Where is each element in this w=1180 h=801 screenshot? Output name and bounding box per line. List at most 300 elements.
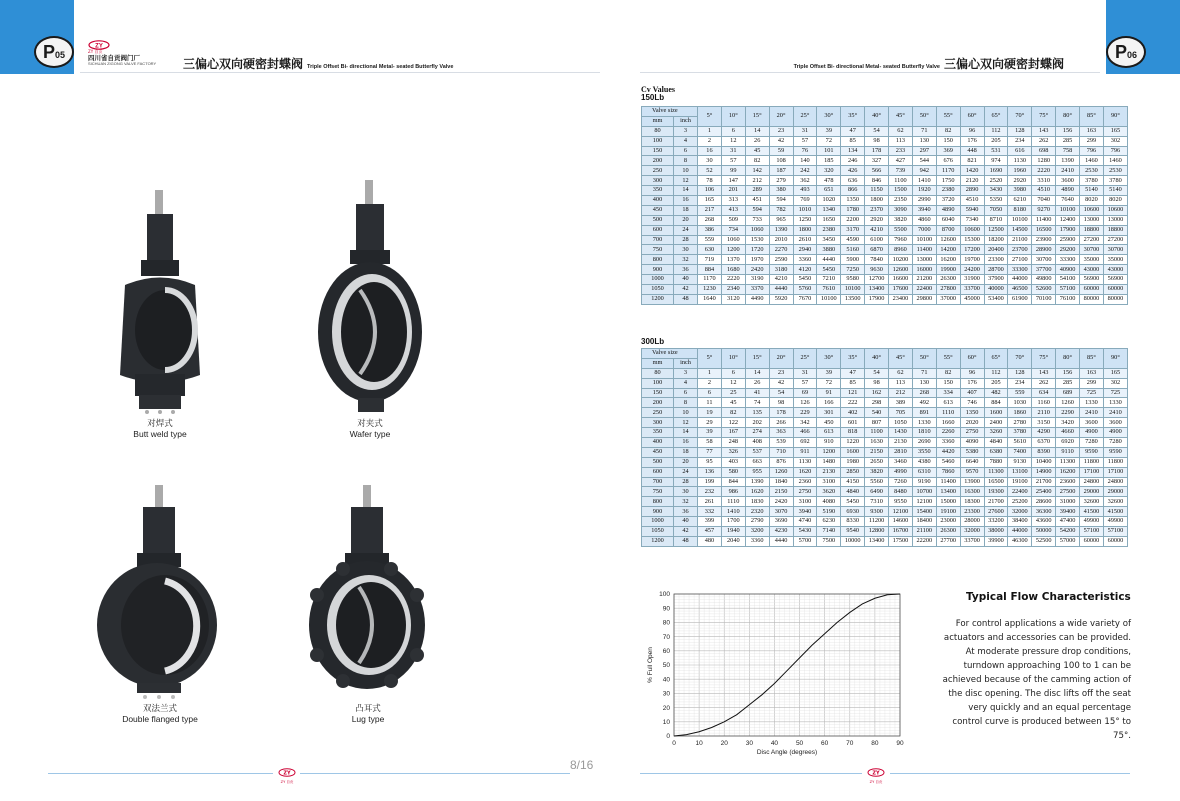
cv-value-cell: 2520 [984,176,1008,186]
cv-value-cell: 7610 [817,285,841,295]
size-inch-cell: 30 [674,487,698,497]
cv-value-cell: 3360 [936,438,960,448]
angle-header: 90° [1103,349,1127,369]
cv-value-cell: 6640 [960,457,984,467]
x-tick-label: 0 [672,740,676,747]
cv-value-cell: 3360 [793,255,817,265]
cv-value-cell: 32000 [1008,507,1032,517]
cv-value-cell: 327 [865,156,889,166]
cv-value-cell: 76 [793,146,817,156]
size-inch-cell: 3 [674,368,698,378]
cv-value-cell: 135 [745,408,769,418]
cv-value-cell: 636 [841,176,865,186]
table-row [642,294,1128,304]
x-tick-label: 80 [871,740,879,747]
size-mm-cell: 600 [642,225,674,235]
cv-value-cell: 4740 [793,517,817,527]
cv-value-cell: 71 [912,368,936,378]
cv-value-cell: 2130 [889,438,913,448]
cv-value-cell: 56900 [1080,275,1104,285]
cv-value-cell: 128 [1008,126,1032,136]
cv-value-cell: 478 [817,176,841,186]
right-page-title [790,53,1064,72]
cv-value-cell: 818 [841,428,865,438]
mm-header: mm [642,116,674,126]
cv-value-cell: 113 [889,378,913,388]
title-en: Triple Offset Bi- directional Metal- seated Butterfly Valve [793,64,940,70]
cv-value-cell: 60000 [1103,285,1127,295]
cv-value-cell: 544 [912,156,936,166]
cv-value-cell: 106 [698,186,722,196]
cv-value-cell: 69 [793,388,817,398]
cv-value-cell: 299 [1080,378,1104,388]
size-inch-cell: 12 [674,418,698,428]
cv-value-cell: 3170 [841,225,865,235]
cv-value-cell: 11300 [1056,457,1080,467]
cv-value-cell: 8020 [1080,196,1104,206]
cv-value-cell: 22400 [912,285,936,295]
cv-value-cell: 33300 [1008,265,1032,275]
cv-value-cell: 2350 [889,196,913,206]
cv-value-cell: 7210 [817,275,841,285]
cv-value-cell: 911 [793,447,817,457]
cv-value-cell: 7140 [817,527,841,537]
cv-value-cell: 1350 [841,196,865,206]
angle-header: 50° [912,107,936,127]
cv-value-cell: 3120 [721,294,745,304]
cv-value-cell: 262 [1032,136,1056,146]
cv-value-cell: 29800 [912,294,936,304]
cv-value-cell: 5350 [984,196,1008,206]
cv-value-cell: 45 [745,146,769,156]
cv-value-cell: 1030 [1008,398,1032,408]
table-row [642,447,1128,457]
cv-value-cell: 32000 [960,527,984,537]
cv-value-cell: 1800 [865,196,889,206]
cv-value-cell: 23300 [960,507,984,517]
cv-value-cell: 9540 [841,527,865,537]
cv-value-cell: 13400 [936,487,960,497]
cv-title: Cv Values [641,85,676,94]
size-mm-cell: 400 [642,438,674,448]
cv-value-cell: 1230 [698,285,722,295]
cv-value-cell: 1060 [721,235,745,245]
cv-value-cell: 98 [865,378,889,388]
size-inch-cell: 36 [674,265,698,275]
y-tick-label: 50 [662,662,670,670]
cv-value-cell: 18200 [984,235,1008,245]
cv-value-cell: 12600 [936,235,960,245]
size-inch-cell: 36 [674,507,698,517]
size-inch-cell: 12 [674,176,698,186]
cv-value-cell: 8960 [889,245,913,255]
table-row [642,235,1128,245]
cv-value-cell: 40900 [1056,265,1080,275]
cv-value-cell: 4840 [984,438,1008,448]
size-mm-cell: 600 [642,467,674,477]
cv-value-cell: 16200 [1056,467,1080,477]
angle-header: 30° [817,349,841,369]
x-tick-label: 70 [846,740,854,747]
cv-value-cell: 1940 [721,527,745,537]
cv-value-cell: 285 [1056,378,1080,388]
valve-caption-cn: 双法兰式 [142,704,177,714]
cv-value-cell: 31000 [1056,497,1080,507]
cv-value-cell: 21700 [984,497,1008,507]
cv-value-cell: 31 [793,368,817,378]
cv-value-cell: 25200 [1008,497,1032,507]
cv-value-cell: 2810 [889,447,913,457]
cv-value-cell: 9130 [1008,457,1032,467]
cv-value-cell: 1720 [745,245,769,255]
table-row [642,398,1128,408]
size-mm-cell: 700 [642,477,674,487]
footer-logo-caption: ZY 自贡 [869,780,883,784]
cv-value-cell: 403 [721,457,745,467]
cv-value-cell: 46500 [1008,285,1032,295]
table-row [642,408,1128,418]
cv-value-cell: 18400 [912,517,936,527]
cv-value-cell: 242 [793,166,817,176]
angle-header: 35° [841,107,865,127]
cv-value-cell: 165 [1103,368,1127,378]
cv-value-cell: 54100 [1056,275,1080,285]
cv-value-cell: 2590 [769,255,793,265]
cv-value-cell: 1620 [745,487,769,497]
cv-value-cell: 1390 [769,225,793,235]
angle-header: 85° [1080,107,1104,127]
angle-header: 60° [960,107,984,127]
cv-value-cell: 72 [817,378,841,388]
cv-value-cell: 29200 [1056,245,1080,255]
cv-value-cell: 39 [817,368,841,378]
cv-value-cell: 19100 [1008,477,1032,487]
cv-value-cell: 61900 [1008,294,1032,304]
right-page-letter: P [1114,41,1127,62]
cv-value-cell: 1650 [817,215,841,225]
cv-value-cell: 14200 [936,245,960,255]
cv-value-cell: 1980 [841,457,865,467]
cv-value-cell: 47400 [1056,517,1080,527]
cv-value-cell: 38000 [984,527,1008,537]
x-tick-label: 60 [821,740,829,747]
size-inch-cell: 10 [674,408,698,418]
cv-value-cell: 613 [936,398,960,408]
cv-value-cell: 2010 [769,235,793,245]
cv-value-cell: 2220 [721,275,745,285]
cv-value-cell: 74 [745,398,769,408]
cv-value-cell: 1260 [769,467,793,477]
cv-value-cell: 23400 [889,294,913,304]
cv-value-cell: 279 [769,176,793,186]
cv-value-cell: 1600 [984,408,1008,418]
cv-value-cell: 758 [1056,146,1080,156]
cv-value-cell: 60000 [1103,536,1127,546]
cv-value-cell: 630 [698,245,722,255]
cv-value-cell: 57 [721,156,745,166]
cv-value-cell: 6 [698,388,722,398]
angle-header: 35° [841,349,865,369]
cv-value-cell: 3780 [1008,428,1032,438]
cv-value-cell: 2120 [960,176,984,186]
cv-value-cell: 49900 [1080,517,1104,527]
cv-value-cell: 3430 [984,186,1008,196]
cv-value-cell: 52500 [1032,536,1056,546]
size-mm-cell: 300 [642,418,674,428]
cv-value-cell: 739 [889,166,913,176]
cv-value-cell: 796 [1103,146,1127,156]
cv-value-cell: 143 [1032,126,1056,136]
cv-value-cell: 268 [698,215,722,225]
angle-header: 25° [793,107,817,127]
cv-value-cell: 4420 [936,447,960,457]
cv-value-cell: 2920 [865,215,889,225]
table-row [642,497,1128,507]
cv-value-cell: 130 [912,378,936,388]
cv-value-cell: 559 [1008,388,1032,398]
cv-value-cell: 85 [841,378,865,388]
table-row [642,368,1128,378]
size-inch-cell: 16 [674,438,698,448]
y-tick-label: 70 [662,633,670,641]
size-mm-cell: 80 [642,126,674,136]
cv-value-cell: 5430 [793,527,817,537]
cv-value-cell: 10600 [1103,205,1127,215]
cv-value-cell: 1840 [769,477,793,487]
cv-value-cell: 676 [936,156,960,166]
cv-value-cell: 26300 [936,275,960,285]
cv-value-cell: 1220 [841,438,865,448]
angle-header: 45° [889,349,913,369]
cv-value-cell: 4510 [1032,186,1056,196]
cv-value-cell: 57 [793,378,817,388]
cv-value-cell: 1420 [960,166,984,176]
cv-value-cell: 448 [960,146,984,156]
valve-caption-en: Wafer type [349,429,391,439]
cv-value-cell: 165 [1103,126,1127,136]
table-row [642,507,1128,517]
valve-caption-cn: 对焊式 [147,419,173,429]
cv-value-cell: 7000 [912,225,936,235]
table-row [642,467,1128,477]
cv-value-cell: 2 [698,378,722,388]
cv-value-cell: 5610 [1008,438,1032,448]
cv-value-cell: 15400 [912,507,936,517]
cv-value-cell: 1920 [912,186,936,196]
cv-value-cell: 10700 [912,487,936,497]
inch-header: inch [674,116,698,126]
cv-value-cell: 11800 [1103,457,1127,467]
cv-value-cell: 7400 [1008,447,1032,457]
cv-value-cell: 559 [698,235,722,245]
cv-value-cell: 4210 [865,225,889,235]
cv-value-cell: 4590 [841,235,865,245]
cv-class-300: 300Lb [641,337,665,346]
size-inch-cell: 18 [674,205,698,215]
company-name-cn: 四川省自贡阀门厂 [88,54,140,62]
cv-value-cell: 41 [745,388,769,398]
cv-value-cell: 10400 [1032,457,1056,467]
cv-value-cell: 4230 [769,527,793,537]
x-tick-label: 90 [896,740,904,747]
cv-value-cell: 163 [1080,126,1104,136]
cv-value-cell: 3550 [912,447,936,457]
cv-value-cell: 37000 [936,294,960,304]
table-row [642,166,1128,176]
cv-value-cell: 212 [745,176,769,186]
cv-value-cell: 96 [960,126,984,136]
size-mm-cell: 150 [642,388,674,398]
cv-value-cell: 13000 [1103,215,1127,225]
cv-value-cell: 6230 [817,517,841,527]
cv-value-cell: 18300 [960,497,984,507]
cv-value-cell: 82 [721,408,745,418]
cv-value-cell: 719 [698,255,722,265]
cv-value-cell: 5160 [841,245,865,255]
cv-value-cell: 77 [698,447,722,457]
cv-value-cell: 11400 [936,477,960,487]
cv-value-cell: 54 [769,388,793,398]
cv-value-cell: 72 [817,136,841,146]
cv-value-cell: 1280 [1032,156,1056,166]
y-tick-label: 20 [662,704,670,712]
angle-header: 70° [1008,349,1032,369]
valve-size-header: Valve size [642,349,698,359]
angle-header: 90° [1103,107,1127,127]
cv-value-cell: 31900 [960,275,984,285]
cv-value-cell: 2610 [793,235,817,245]
y-tick-label: 40 [662,676,670,684]
size-mm-cell: 500 [642,215,674,225]
cv-value-cell: 246 [841,156,865,166]
cv-value-cell: 9590 [1103,447,1127,457]
cv-value-cell: 44000 [1008,275,1032,285]
cv-value-cell: 480 [698,536,722,546]
cv-value-cell: 3460 [889,457,913,467]
cv-value-cell: 6370 [1032,438,1056,448]
angle-header: 80° [1056,349,1080,369]
cv-value-cell: 5500 [889,225,913,235]
size-mm-cell: 200 [642,156,674,166]
cv-value-cell: 3600 [1080,418,1104,428]
size-mm-cell: 1050 [642,285,674,295]
table-row [642,156,1128,166]
cv-value-cell: 17100 [1103,467,1127,477]
cv-value-cell: 178 [769,408,793,418]
cv-value-cell: 342 [793,418,817,428]
cv-value-cell: 6870 [865,245,889,255]
angle-header: 40° [865,349,889,369]
right-page-number: 06 [1127,50,1138,60]
cv-value-cell: 1100 [865,428,889,438]
cv-value-cell: 1100 [889,176,913,186]
cv-value-cell: 2690 [912,438,936,448]
x-axis-label: Disc Angle (degrees) [756,749,818,756]
cv-value-cell: 14 [745,368,769,378]
cv-value-cell: 3070 [769,507,793,517]
angle-header: 5° [698,107,722,127]
size-mm-cell: 750 [642,487,674,497]
cv-value-cell: 54 [865,126,889,136]
cv-value-cell: 82 [936,368,960,378]
cv-value-cell: 537 [745,447,769,457]
cv-value-cell: 7500 [817,536,841,546]
cv-value-cell: 45000 [960,294,984,304]
cv-value-cell: 266 [769,418,793,428]
cv-value-cell: 692 [793,438,817,448]
mm-header: mm [642,358,674,368]
cv-value-cell: 14600 [889,517,913,527]
cv-value-cell: 16 [698,146,722,156]
cv-value-cell: 12500 [984,225,1008,235]
cv-value-cell: 28600 [1032,497,1056,507]
cv-value-cell: 891 [912,408,936,418]
cv-value-cell: 18800 [1103,225,1127,235]
cv-value-cell: 5460 [936,457,960,467]
size-mm-cell: 200 [642,398,674,408]
table-row [642,428,1128,438]
cv-value-cell: 1330 [912,418,936,428]
cv-value-cell: 108 [769,156,793,166]
cv-value-cell: 31 [721,146,745,156]
cv-value-cell: 1020 [817,196,841,206]
cv-value-cell: 1110 [936,408,960,418]
angle-header: 80° [1056,107,1080,127]
valve-double-flanged [85,485,235,724]
cv-value-cell: 10100 [841,285,865,295]
cv-value-cell: 24800 [1103,477,1127,487]
size-inch-cell: 3 [674,126,698,136]
cv-value-cell: 10000 [841,536,865,546]
size-mm-cell: 100 [642,136,674,146]
cv-value-cell: 866 [841,186,865,196]
cv-value-cell: 1150 [865,186,889,196]
cv-value-cell: 82 [745,156,769,166]
size-inch-cell: 8 [674,398,698,408]
cv-value-cell: 2400 [984,418,1008,428]
cv-value-cell: 7840 [865,255,889,265]
angle-header: 65° [984,107,1008,127]
cv-value-cell: 33700 [960,536,984,546]
cv-value-cell: 19 [698,408,722,418]
table-row [642,136,1128,146]
size-mm-cell: 350 [642,428,674,438]
size-mm-cell: 400 [642,196,674,206]
cv-value-cell: 7640 [1056,196,1080,206]
cv-value-cell: 156 [1056,126,1080,136]
size-mm-cell: 80 [642,368,674,378]
cv-value-cell: 3690 [769,517,793,527]
cv-value-cell: 689 [1056,388,1080,398]
cv-value-cell: 9550 [889,497,913,507]
cv-value-cell: 16500 [1032,225,1056,235]
cv-value-cell: 4490 [745,294,769,304]
x-tick-label: 30 [745,740,753,747]
cv-value-cell: 4210 [769,275,793,285]
cv-value-cell: 9580 [841,275,865,285]
footer-logo-right [864,762,888,785]
cv-value-cell: 1800 [793,225,817,235]
size-inch-cell: 28 [674,477,698,487]
cv-value-cell: 35000 [1103,255,1127,265]
cv-value-cell: 942 [912,166,936,176]
cv-value-cell: 8710 [984,215,1008,225]
cv-value-cell: 910 [817,438,841,448]
size-mm-cell: 250 [642,166,674,176]
cv-value-cell: 28000 [960,517,984,527]
cv-value-cell: 302 [1103,378,1127,388]
cv-value-cell: 616 [1008,146,1032,156]
